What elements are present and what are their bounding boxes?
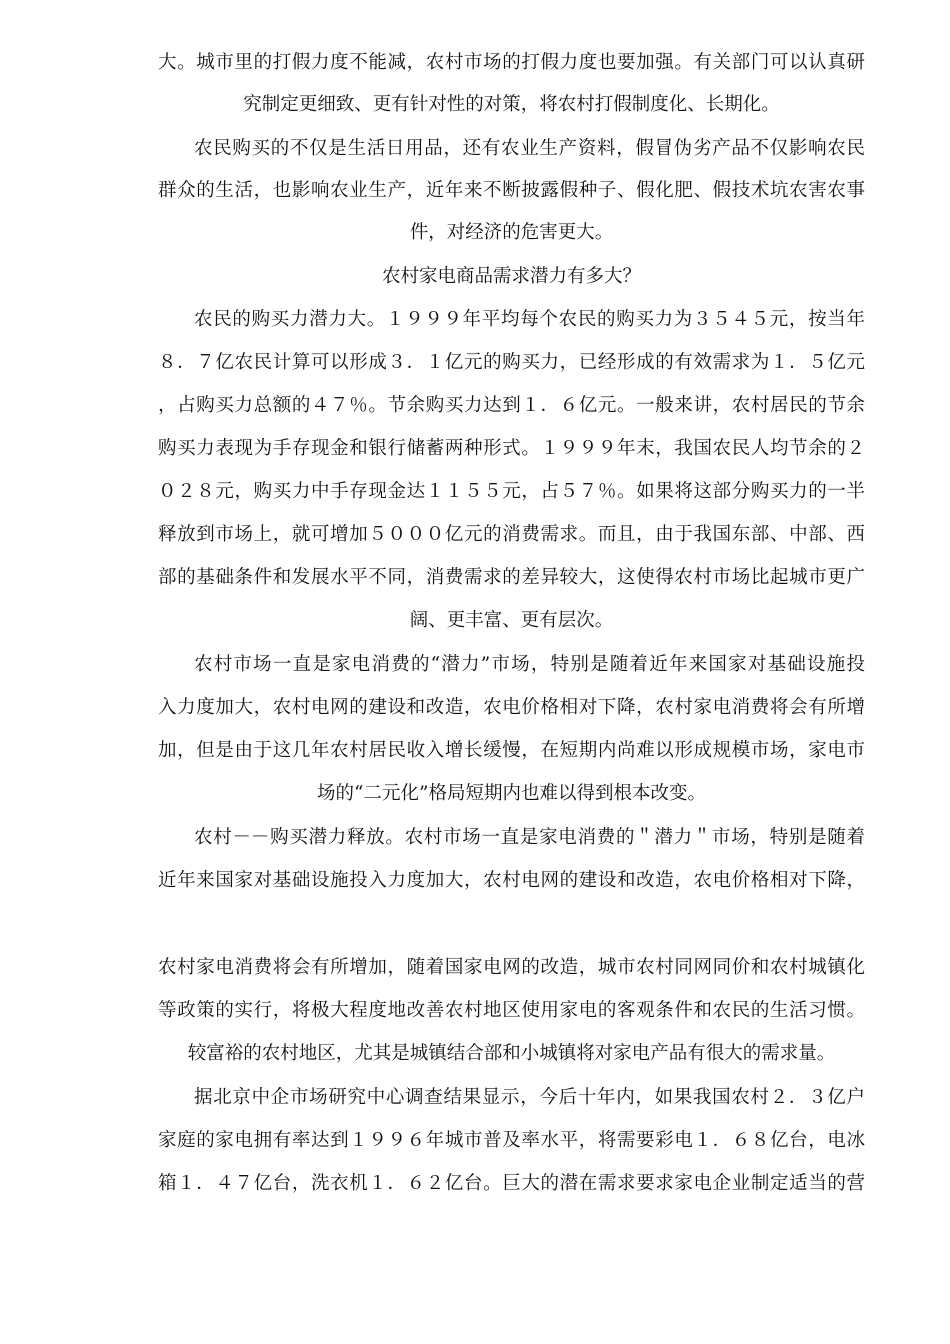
text-line: 大。城市里的打假力度不能减，农村市场的打假力度也要加强。有关部门可以认真研	[158, 52, 865, 73]
text-line: 农民的购买力潜力大。１９９９年平均每个农民的购买力为３５４５元，按当年	[194, 309, 865, 330]
text-line: 群众的生活，也影响农业生产，近年来不断披露假种子、假化肥、假技术坑农害农事	[158, 180, 865, 201]
text-line: 究制定更细致、更有针对性的对策，将农村打假制度化、长期化。	[243, 94, 780, 115]
text-line: 部的基础条件和发展水平不同，消费需求的差异较大，这使得农村市场比起城市更广	[158, 567, 865, 588]
text-line: 场的“二元化”格局短期内也难以得到根本改变。	[317, 783, 706, 804]
text-line: 近年来国家对基础设施投入力度加大，农村电网的建设和改造，农电价格相对下降，	[158, 870, 865, 891]
text-line: 农村家电消费将会有所增加，随着国家电网的改造，城市农村同网同价和农村城镇化	[158, 957, 865, 978]
text-line: 据北京中企市场研究中心调查结果显示，今后十年内，如果我国农村２．３亿户	[194, 1087, 865, 1108]
text-line: 加，但是由于这几年农村居民收入增长缓慢，在短期内尚难以形成规模市场，家电市	[158, 740, 865, 761]
text-line: 家庭的家电拥有率达到１９９６年城市普及率水平，将需要彩电１．６８亿台，电冰	[158, 1130, 865, 1151]
text-line: 阔、更丰富、更有层次。	[409, 610, 614, 631]
text-line: 农民购买的不仅是生活日用品，还有农业生产资料，假冒伪劣产品不仅影响农民	[194, 138, 865, 159]
text-line: 等政策的实行，将极大程度地改善农村地区使用家电的客观条件和农民的生活习惯。	[158, 1000, 865, 1021]
text-line: 入力度加大，农村电网的建设和改造，农电价格相对下降，农村家电消费将会有所增	[158, 697, 865, 718]
section-heading: 农村家电商品需求潜力有多大？	[381, 266, 641, 287]
text-line: 购买力表现为手存现金和银行储蓄两种形式。１９９９年末，我国农民人均节余的２	[158, 438, 865, 459]
text-line: 较富裕的农村地区，尤其是城镇结合部和小城镇将对家电产品有很大的需求量。	[187, 1043, 836, 1064]
text-line: 农村市场一直是家电消费的“潜力”市场，特别是随着近年来国家对基础设施投	[194, 654, 865, 675]
text-line: 件，对经济的危害更大。	[409, 222, 614, 243]
text-line: ８．７亿农民计算可以形成３．１亿元的购买力，已经形成的有效需求为１．５亿元	[158, 352, 865, 373]
text-line: ０２８元，购买力中手存现金达１１５５元，占５７％。如果将这部分购买力的一半	[158, 481, 865, 502]
text-line: 释放到市场上，就可增加５０００亿元的消费需求。而且，由于我国东部、中部、西	[158, 524, 865, 545]
text-line: ，占购买力总额的４７％。节余购买力达到１．６亿元。一般来讲，农村居民的节余	[158, 395, 865, 416]
text-line: 箱１．４７亿台，洗衣机１．６２亿台。巨大的潜在需求要求家电企业制定适当的营	[158, 1173, 865, 1194]
text-line: 农村－－购买潜力释放。农村市场一直是家电消费的＂潜力＂市场，特别是随着	[194, 827, 865, 848]
